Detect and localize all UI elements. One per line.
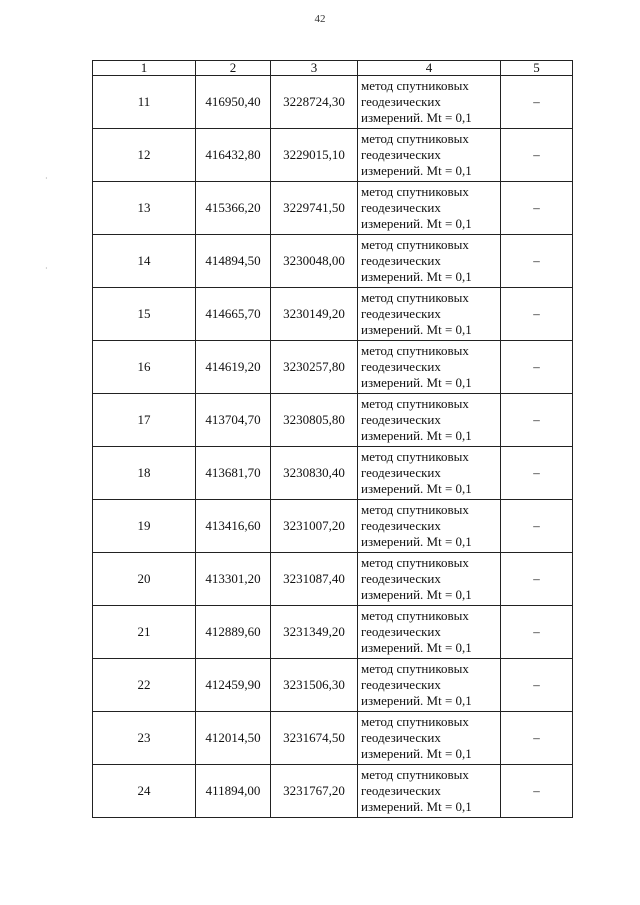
method-line: измерений. Mt = 0,1 <box>361 322 472 337</box>
coordinate-x: 414894,50 <box>196 235 271 288</box>
method-line: геодезических <box>361 253 441 268</box>
method-cell <box>358 553 501 606</box>
method-line: геодезических <box>361 783 441 798</box>
coordinate-y: 3231007,20 <box>271 500 358 553</box>
method-line: измерений. Mt = 0,1 <box>361 110 472 125</box>
method-cell <box>358 712 501 765</box>
header-cell: 3 <box>271 61 358 76</box>
point-number: 19 <box>93 500 196 553</box>
method-cell <box>358 659 501 712</box>
method-line: измерений. Mt = 0,1 <box>361 163 472 178</box>
method-line: геодезических <box>361 94 441 109</box>
method-line: геодезических <box>361 571 441 586</box>
header-cell: 5 <box>501 61 573 76</box>
table-row <box>93 659 573 712</box>
table-row <box>93 606 573 659</box>
coordinate-x: 414665,70 <box>196 288 271 341</box>
coordinate-y: 3231674,50 <box>271 712 358 765</box>
coordinate-y: 3230149,20 <box>271 288 358 341</box>
note-cell: – <box>501 447 573 500</box>
point-number: 11 <box>93 76 196 129</box>
method-line: измерений. Mt = 0,1 <box>361 375 472 390</box>
method-line: метод спутниковых <box>361 502 469 517</box>
method-line: метод спутниковых <box>361 237 469 252</box>
note-cell: – <box>501 76 573 129</box>
method-cell <box>358 288 501 341</box>
note-cell: – <box>501 712 573 765</box>
method-line: метод спутниковых <box>361 555 469 570</box>
point-number: 22 <box>93 659 196 712</box>
method-line: измерений. Mt = 0,1 <box>361 746 472 761</box>
point-number: 20 <box>93 553 196 606</box>
method-line: измерений. Mt = 0,1 <box>361 693 472 708</box>
table-body <box>93 76 573 818</box>
table-header-row <box>93 61 573 76</box>
method-line: метод спутниковых <box>361 396 469 411</box>
note-cell: – <box>501 553 573 606</box>
coordinate-x: 413681,70 <box>196 447 271 500</box>
table-row <box>93 76 573 129</box>
table-row <box>93 765 573 818</box>
method-line: метод спутниковых <box>361 131 469 146</box>
method-line: геодезических <box>361 200 441 215</box>
table-row <box>93 341 573 394</box>
method-cell <box>358 129 501 182</box>
method-line: геодезических <box>361 624 441 639</box>
table-row <box>93 500 573 553</box>
coordinate-y: 3230257,80 <box>271 341 358 394</box>
coordinate-y: 3231349,20 <box>271 606 358 659</box>
table-row <box>93 129 573 182</box>
coordinates-table <box>92 60 573 818</box>
coordinate-x: 411894,00 <box>196 765 271 818</box>
method-cell <box>358 606 501 659</box>
coordinate-y: 3230805,80 <box>271 394 358 447</box>
coordinate-y: 3228724,30 <box>271 76 358 129</box>
method-line: геодезических <box>361 730 441 745</box>
method-line: геодезических <box>361 147 441 162</box>
table-row <box>93 394 573 447</box>
table-row <box>93 235 573 288</box>
note-cell: – <box>501 606 573 659</box>
method-line: метод спутниковых <box>361 184 469 199</box>
coordinate-y: 3231087,40 <box>271 553 358 606</box>
point-number: 13 <box>93 182 196 235</box>
note-cell: – <box>501 341 573 394</box>
method-cell <box>358 341 501 394</box>
method-line: измерений. Mt = 0,1 <box>361 799 472 814</box>
table-row <box>93 712 573 765</box>
method-line: геодезических <box>361 306 441 321</box>
note-cell: – <box>501 500 573 553</box>
point-number: 17 <box>93 394 196 447</box>
note-cell: – <box>501 182 573 235</box>
note-cell: – <box>501 394 573 447</box>
coordinate-x: 416950,40 <box>196 76 271 129</box>
method-line: измерений. Mt = 0,1 <box>361 428 472 443</box>
margin-mark: · <box>45 174 48 183</box>
method-cell <box>358 394 501 447</box>
method-line: измерений. Mt = 0,1 <box>361 640 472 655</box>
note-cell: – <box>501 765 573 818</box>
coordinate-y: 3231506,30 <box>271 659 358 712</box>
method-cell <box>358 235 501 288</box>
coordinate-x: 412889,60 <box>196 606 271 659</box>
method-line: метод спутниковых <box>361 290 469 305</box>
point-number: 18 <box>93 447 196 500</box>
header-cell: 1 <box>93 61 196 76</box>
method-line: измерений. Mt = 0,1 <box>361 534 472 549</box>
coordinate-y: 3230048,00 <box>271 235 358 288</box>
method-line: геодезических <box>361 677 441 692</box>
coordinate-x: 412459,90 <box>196 659 271 712</box>
method-line: геодезических <box>361 359 441 374</box>
method-cell <box>358 500 501 553</box>
method-line: метод спутниковых <box>361 449 469 464</box>
header-cell: 4 <box>358 61 501 76</box>
note-cell: – <box>501 288 573 341</box>
coordinate-x: 414619,20 <box>196 341 271 394</box>
coordinate-x: 415366,20 <box>196 182 271 235</box>
point-number: 15 <box>93 288 196 341</box>
method-cell <box>358 76 501 129</box>
method-line: метод спутниковых <box>361 661 469 676</box>
page-number: 42 <box>314 13 326 25</box>
table-row <box>93 553 573 606</box>
method-line: измерений. Mt = 0,1 <box>361 481 472 496</box>
coordinate-y: 3229015,10 <box>271 129 358 182</box>
coordinate-y: 3230830,40 <box>271 447 358 500</box>
method-line: измерений. Mt = 0,1 <box>361 216 472 231</box>
point-number: 14 <box>93 235 196 288</box>
method-line: метод спутниковых <box>361 714 469 729</box>
method-cell <box>358 182 501 235</box>
method-line: метод спутниковых <box>361 608 469 623</box>
coordinate-x: 413301,20 <box>196 553 271 606</box>
method-cell <box>358 765 501 818</box>
coordinate-x: 413704,70 <box>196 394 271 447</box>
point-number: 21 <box>93 606 196 659</box>
method-line: метод спутниковых <box>361 343 469 358</box>
point-number: 12 <box>93 129 196 182</box>
coordinate-y: 3229741,50 <box>271 182 358 235</box>
margin-mark: · <box>45 264 48 273</box>
coordinate-x: 416432,80 <box>196 129 271 182</box>
method-line: метод спутниковых <box>361 767 469 782</box>
coordinate-y: 3231767,20 <box>271 765 358 818</box>
method-line: метод спутниковых <box>361 78 469 93</box>
table-row <box>93 288 573 341</box>
method-cell <box>358 447 501 500</box>
method-line: геодезических <box>361 518 441 533</box>
point-number: 23 <box>93 712 196 765</box>
table-row <box>93 447 573 500</box>
point-number: 24 <box>93 765 196 818</box>
note-cell: – <box>501 129 573 182</box>
method-line: геодезических <box>361 412 441 427</box>
header-cell: 2 <box>196 61 271 76</box>
note-cell: – <box>501 235 573 288</box>
method-line: измерений. Mt = 0,1 <box>361 269 472 284</box>
coordinate-x: 412014,50 <box>196 712 271 765</box>
point-number: 16 <box>93 341 196 394</box>
method-line: измерений. Mt = 0,1 <box>361 587 472 602</box>
method-line: геодезических <box>361 465 441 480</box>
table-row <box>93 182 573 235</box>
note-cell: – <box>501 659 573 712</box>
coordinate-x: 413416,60 <box>196 500 271 553</box>
